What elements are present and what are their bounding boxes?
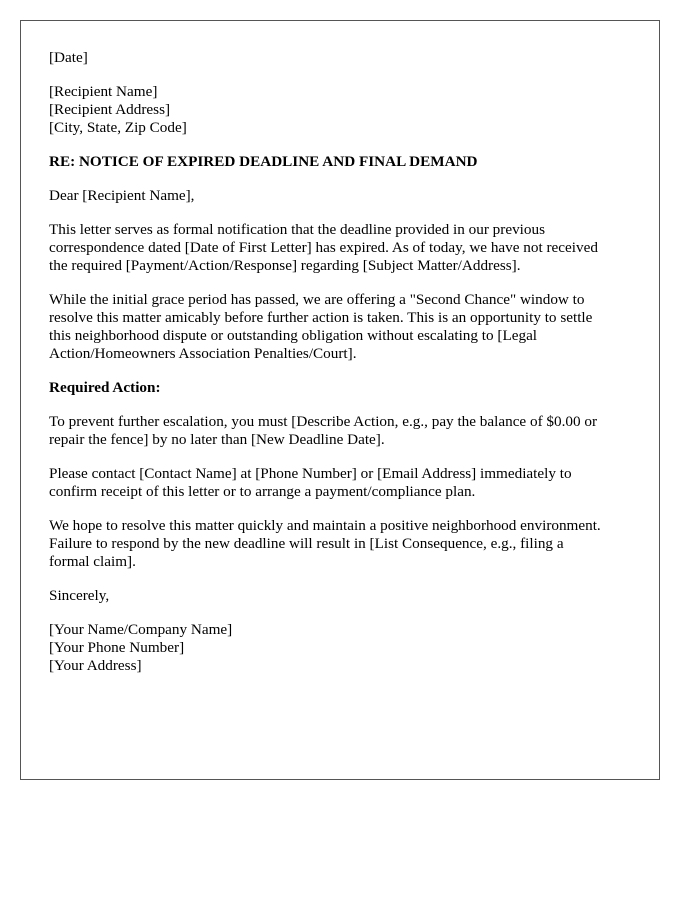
paragraph-line: Failure to respond by the new deadline will result in [List Consequence, e.g., filing a <box>49 535 564 552</box>
paragraph-contact <box>49 465 631 501</box>
paragraph-line: this neighborhood dispute or outstanding obligation without escalating to [Legal <box>49 327 538 344</box>
paragraph-line: repair the fence] by no later than [New Deadline Date]. <box>49 431 385 448</box>
paragraph-line: We hope to resolve this matter quickly and maintain a positive neighborhood environment. <box>49 517 601 534</box>
recipient-address: [Recipient Address] <box>49 101 171 118</box>
required-action-heading: Required Action: <box>49 379 161 396</box>
paragraph-line: Action/Homeowners Association Penalties/Court]. <box>49 345 357 362</box>
closing: Sincerely, <box>49 587 110 604</box>
paragraph-line: To prevent further escalation, you must [Describe Action, e.g., pay the balance of $0.00 or <box>49 413 598 430</box>
sender-block <box>49 621 631 675</box>
recipient-block <box>49 83 631 137</box>
paragraph-line: resolve this matter amicably before further action is taken. This is an opportunity to settle <box>49 309 593 326</box>
sender-address: [Your Address] <box>49 657 142 674</box>
paragraph-resolution <box>49 517 631 571</box>
recipient-city-state-zip: [City, State, Zip Code] <box>49 119 187 136</box>
letter-body <box>49 49 631 675</box>
paragraph-line: correspondence dated [Date of First Letter] has expired. As of today, we have not received <box>49 239 598 256</box>
paragraph-line: confirm receipt of this letter or to arrange a payment/compliance plan. <box>49 483 476 500</box>
recipient-name: [Recipient Name] <box>49 83 158 100</box>
sender-name: [Your Name/Company Name] <box>49 621 233 638</box>
paragraph-line: This letter serves as formal notification that the deadline provided in our previous <box>49 221 545 238</box>
paragraph-required-action <box>49 413 631 449</box>
paragraph-line: formal claim]. <box>49 553 136 570</box>
paragraph-notification <box>49 221 631 275</box>
date-line <box>49 49 631 67</box>
paragraph-line: the required [Payment/Action/Response] regarding [Subject Matter/Address]. <box>49 257 521 274</box>
paragraph-line: Please contact [Contact Name] at [Phone Number] or [Email Address] immediately to <box>49 465 572 482</box>
salutation: Dear [Recipient Name], <box>49 187 195 204</box>
paragraph-second-chance <box>49 291 631 363</box>
letter-date: [Date] <box>49 49 88 66</box>
paragraph-line: While the initial grace period has passed, we are offering a "Second Chance" window to <box>49 291 585 308</box>
subject-line: RE: NOTICE OF EXPIRED DEADLINE AND FINAL DEMAND <box>49 153 478 170</box>
letter-page <box>20 20 660 780</box>
sender-phone: [Your Phone Number] <box>49 639 185 656</box>
